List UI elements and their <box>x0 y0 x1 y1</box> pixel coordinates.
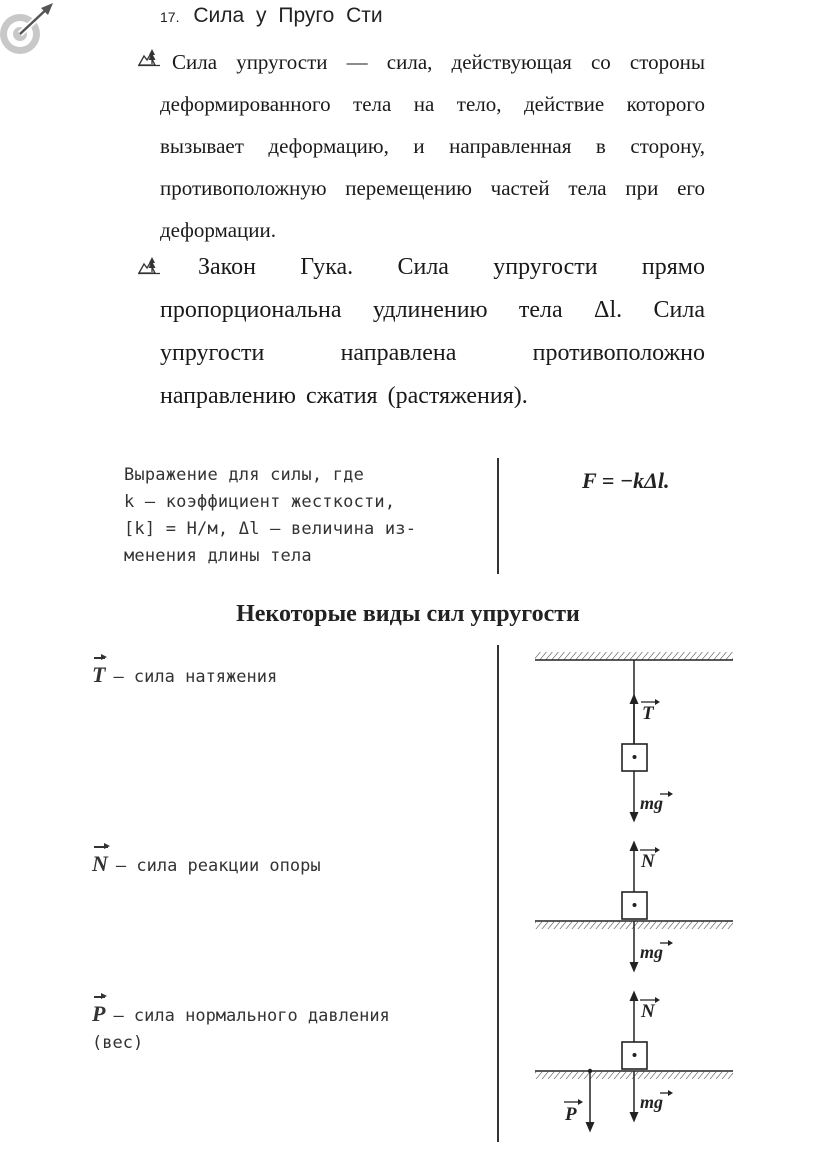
diagram-label-n: N <box>641 1001 655 1022</box>
force-symbol: N <box>92 851 108 876</box>
weight-diagram <box>535 995 733 1128</box>
expression-line: менения длины тела <box>124 546 312 566</box>
expression-line: [k] = Н/м, Δl — величина из- <box>124 519 417 539</box>
force-symbol: T <box>92 662 106 687</box>
diagram-label-mg: mg <box>640 942 664 962</box>
title-word: Сила <box>193 4 245 27</box>
diagram-label-mg: mg <box>640 1092 664 1112</box>
normal-force-label: N — сила реакции опоры <box>92 851 321 876</box>
normal-vector-label <box>640 847 660 872</box>
force-diagrams <box>520 640 750 1140</box>
ceiling-hatch <box>535 652 733 660</box>
diagram-label-n: N <box>641 851 655 872</box>
normal-reaction-diagram <box>535 845 733 968</box>
title-word: у <box>256 4 267 27</box>
diagram-label-mg: mg <box>640 793 664 813</box>
definition-paragraph: Сила упругости — сила, действующая со стороны деформированного тела на тело, действие которого вызывает деформацию, и направленная в сторону, противоположную перемещению частей тела при его деформации. <box>160 50 705 242</box>
slide-title <box>160 4 389 28</box>
normal-vector-label <box>640 997 660 1022</box>
gravity-vector-label <box>640 1090 673 1112</box>
divider-line <box>497 458 499 574</box>
expression-line: Выражение для силы, где <box>124 465 365 485</box>
gravity-vector-label <box>640 940 673 962</box>
pressure-force-label: P — сила нормального давления (вес) <box>92 1000 390 1057</box>
gravity-vector-label <box>640 791 673 813</box>
diagram-label-p: P <box>565 1104 577 1125</box>
weight-vector-label <box>564 1099 583 1125</box>
hooke-formula: F = −kΔl. <box>582 468 670 493</box>
force-symbol: P <box>92 1001 106 1026</box>
divider-line <box>497 645 499 1142</box>
diagram-label-t: T <box>642 703 654 724</box>
expression-description <box>124 462 479 570</box>
section-title: Некоторые виды сил упругости <box>236 601 580 627</box>
tension-diagram <box>535 652 733 818</box>
tension-vector-label <box>641 699 660 724</box>
title-word: Пруго <box>278 4 335 27</box>
tension-force-label: T — сила натяжения <box>92 662 278 687</box>
mountain-trees-icon <box>138 255 160 275</box>
mountain-trees-icon <box>138 47 160 67</box>
title-word: Сти <box>346 4 383 27</box>
hooke-law-paragraph: Закон Гука. Сила упругости прямо пропорциональна удлинению тела Δl. Сила упругости направлена противоположно направлению сжатия (растяжения). <box>160 254 705 409</box>
slide-number: 17. <box>160 9 180 25</box>
arrow-target-icon <box>0 0 58 58</box>
expression-line: k — коэффициент жесткости, <box>124 492 396 512</box>
force-label-continuation: (вес) <box>92 1033 144 1053</box>
